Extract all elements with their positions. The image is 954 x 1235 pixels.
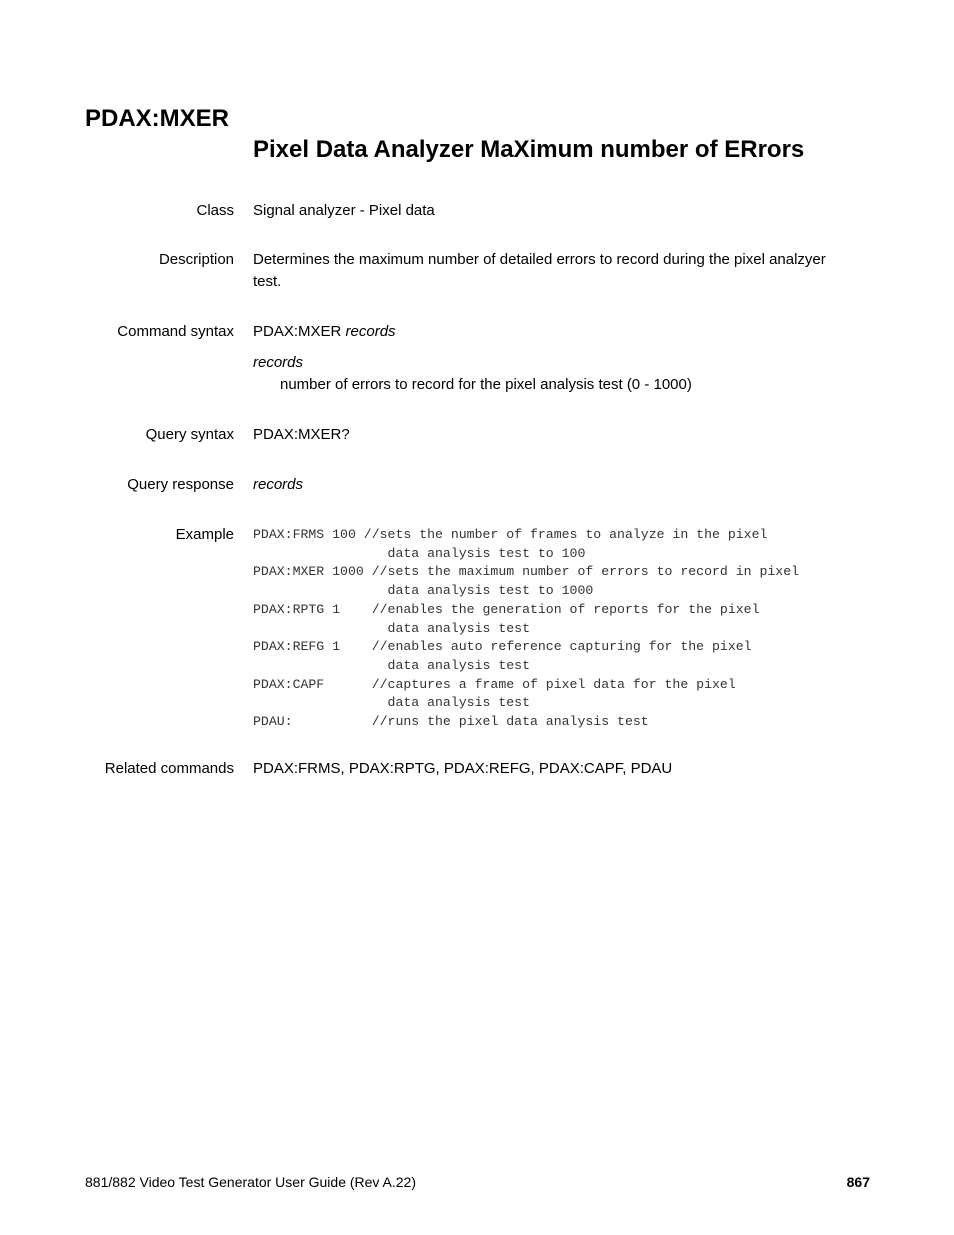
command-syntax-command: PDAX:MXER: [253, 323, 342, 340]
related-commands-value: PDAX:FRMS, PDAX:RPTG, PDAX:REFG, PDAX:CAPF, PDAU: [253, 760, 673, 777]
parameter-name: records: [253, 354, 304, 371]
class-value: Signal analyzer - Pixel data: [253, 202, 435, 219]
command-title: PDAX:MXER: [85, 105, 230, 132]
query-response-value: records: [253, 476, 304, 493]
example-code-line: data analysis test: [253, 695, 530, 711]
query-response-label: Query response: [127, 476, 234, 493]
example-label: Example: [175, 526, 234, 543]
example-code-line: data analysis test: [253, 657, 530, 673]
command-syntax-line: [253, 321, 853, 343]
example-code-line: PDAX:RPTG 1 //enables the generation of reports for the pixel: [253, 601, 760, 617]
query-syntax-value: PDAX:MXER?: [253, 426, 350, 443]
query-syntax-label: Query syntax: [145, 426, 234, 443]
example-code-block: [253, 526, 853, 732]
footer-page-number: 867: [846, 1174, 870, 1190]
example-code-line: data analysis test to 100: [253, 545, 586, 561]
example-code-line: data analysis test to 1000: [253, 583, 594, 599]
example-code-line: PDAX:FRMS 100 //sets the number of frames to analyze in the pixel: [253, 527, 768, 542]
example-code-line: PDAX:REFG 1 //enables auto reference capturing for the pixel: [253, 639, 752, 655]
parameter-description: number of errors to record for the pixel analysis test (0 - 1000): [280, 376, 692, 393]
footer-guide-title: 881/882 Video Test Generator User Guide (Rev A.22): [85, 1174, 417, 1190]
example-code-line: data analysis test: [253, 620, 530, 636]
example-code-line: PDAU: //runs the pixel data analysis test: [253, 714, 649, 730]
related-commands-label: Related commands: [104, 760, 234, 777]
example-code-line: PDAX:MXER 1000 //sets the maximum number of errors to record in pixel: [253, 564, 800, 580]
class-label: Class: [196, 202, 234, 219]
example-code-line: PDAX:CAPF //captures a frame of pixel data for the pixel: [253, 676, 736, 692]
description-value: Determines the maximum number of detailed errors to record during the pixel analzyer test.: [253, 251, 826, 290]
command-full-name: Pixel Data Analyzer MaXimum number of ERrors: [253, 136, 805, 163]
description-label: Description: [158, 251, 234, 268]
command-syntax-param: records: [345, 323, 396, 340]
command-syntax-content: [253, 321, 853, 396]
command-syntax-label: Command syntax: [117, 323, 234, 340]
